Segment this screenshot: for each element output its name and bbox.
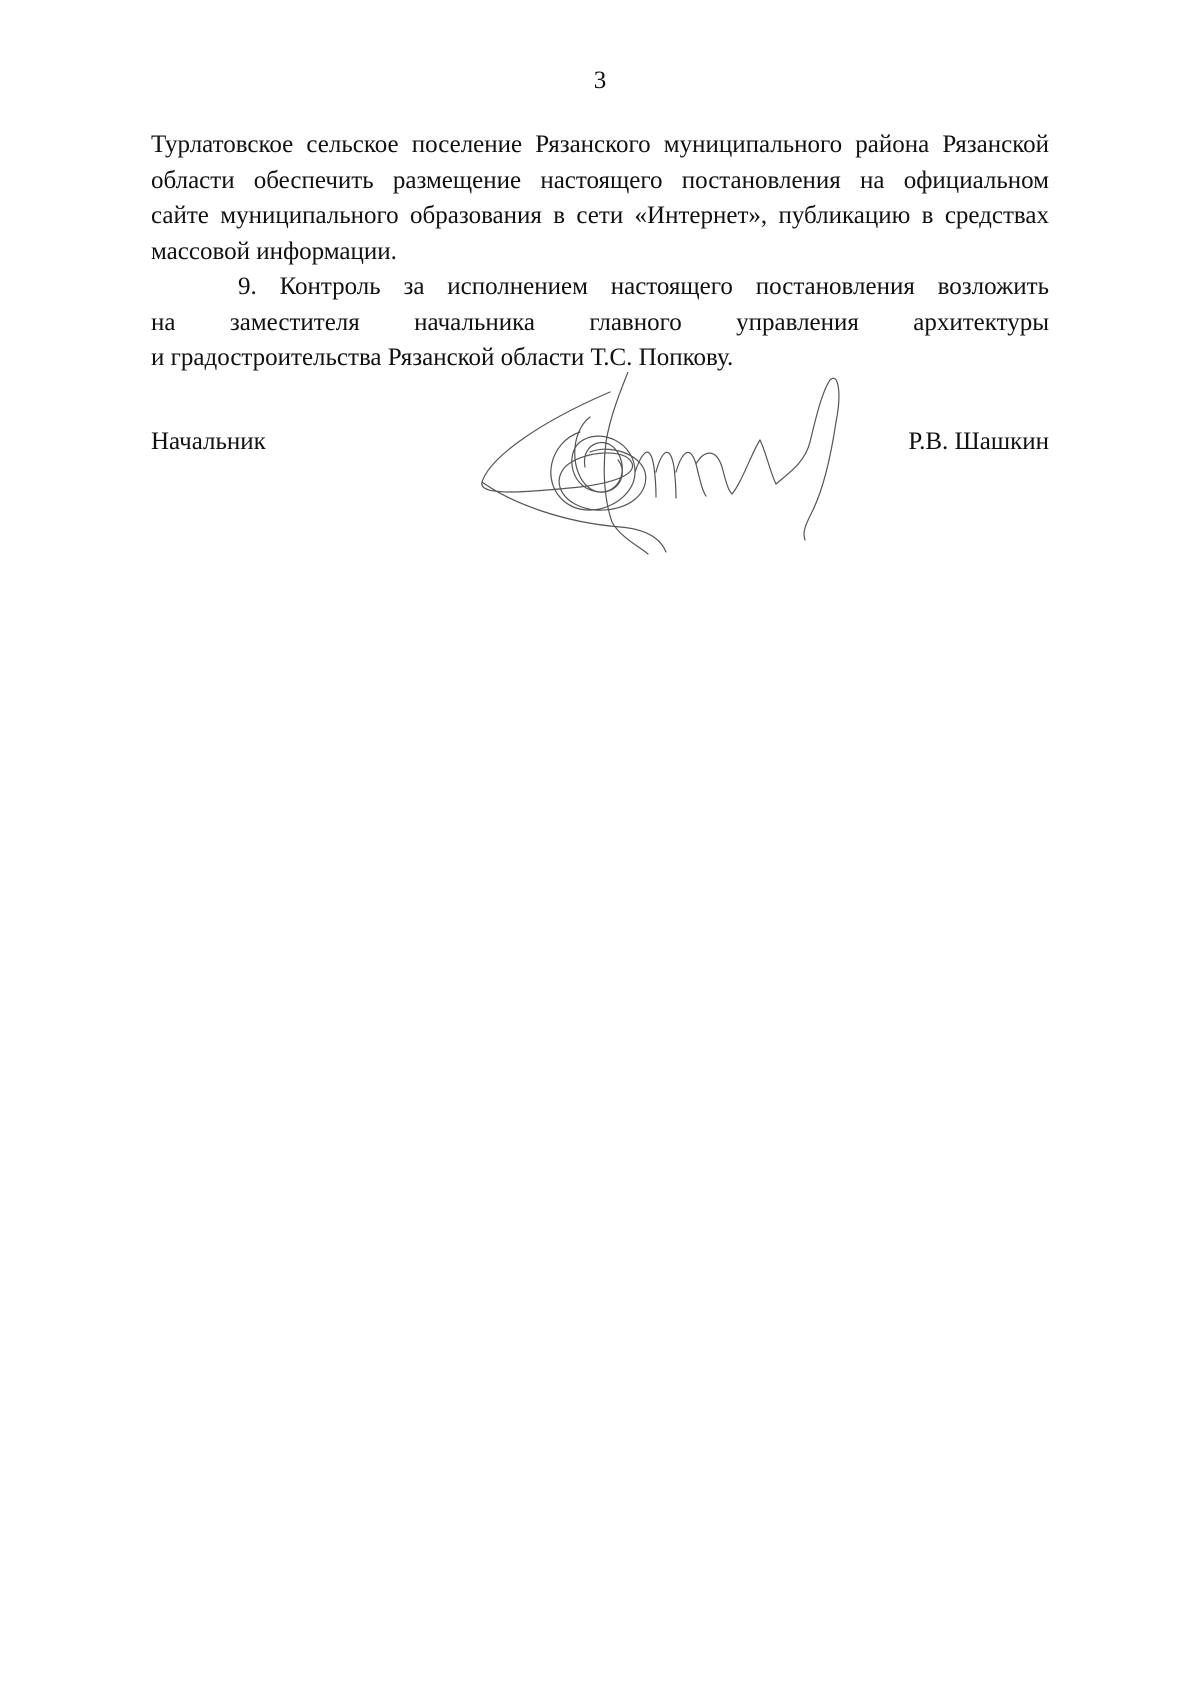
body-line: Турлатовское сельское поселение Рязанского муниципального района Рязанской <box>151 131 1049 158</box>
paragraph-9-start: 9. Контроль за исполнением настоящего постановления возложить <box>238 273 1049 300</box>
handwritten-signature <box>470 372 890 562</box>
body-line: и градостроительства Рязанской области Т.С. Попкову. <box>151 344 734 371</box>
body-line: на заместителя начальника главного управления архитектуры <box>151 308 1049 336</box>
body-line: массовой информации. <box>151 237 397 265</box>
signatory-name: Р.В. Шашкин <box>908 428 1049 455</box>
body-line: области обеспечить размещение настоящего постановления на официальном <box>151 166 1049 194</box>
body-text <box>151 127 1049 376</box>
page-number: 3 <box>593 67 607 94</box>
signatory-position: Начальник <box>151 428 266 455</box>
body-line: сайте муниципального образования в сети «Интернет», публикацию в средствах <box>151 202 1049 229</box>
